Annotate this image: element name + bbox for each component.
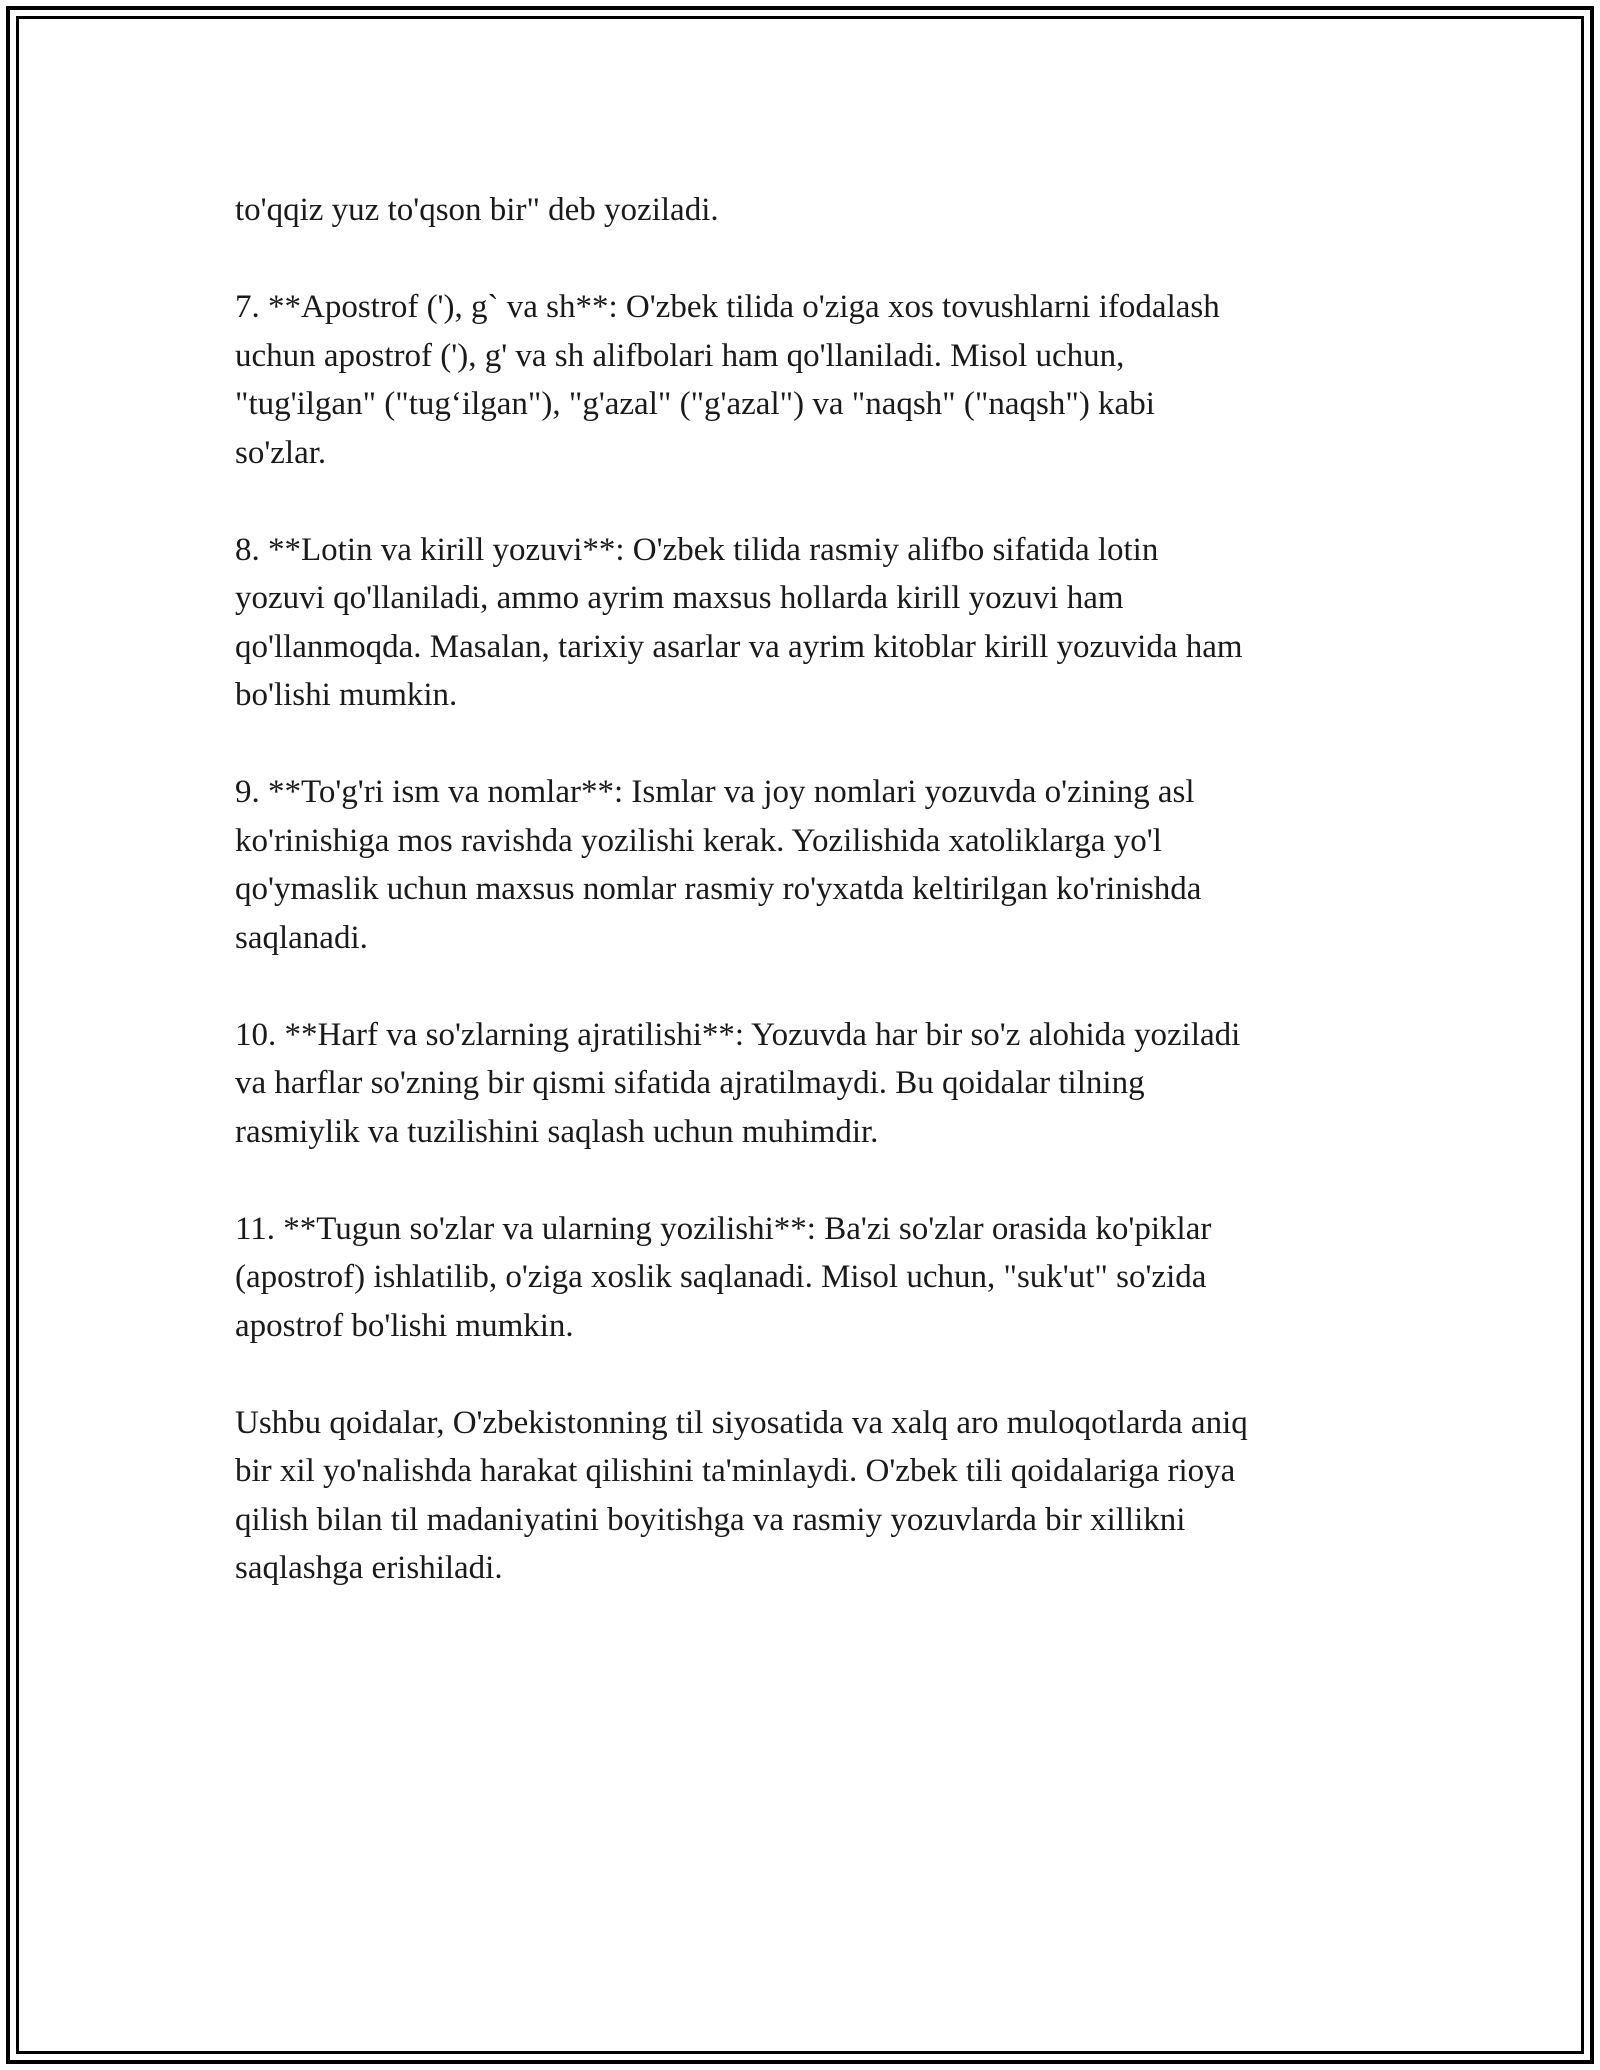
text-line: qilish bilan til madaniyatini boyitishga va rasmiy yozuvlarda bir xillikni [235, 1501, 1186, 1538]
text-line: va harflar so'zning bir qismi sifatida ajratilmaydi. Bu qoidalar tilning [235, 1065, 1145, 1101]
text-line: so'zlar. [235, 434, 327, 471]
text-line: qo'ymaslik uchun maxsus nomlar rasmiy ro'yxatda keltirilgan ko'rinishda [235, 871, 1202, 907]
text-line: ko'rinishiga mos ravishda yozilishi kerak. Yozilishida xatoliklarga yo'l [235, 822, 1162, 859]
text-line: 11. **Tugun so'zlar va ularning yozilishi**: Ba'zi so'zlar orasida ko'piklar [235, 1210, 1212, 1247]
text-line: yozuvi qo'llaniladi, ammo ayrim maxsus hollarda kirill yozuvi ham [235, 580, 1124, 616]
text-line: (apostrof) ishlatilib, o'ziga xoslik saqlanadi. Misol uchun, "suk'ut" so'zida [235, 1259, 1207, 1295]
text-line: Ushbu qoidalar, O'zbekistonning til siyosatida va xalq aro muloqotlarda aniq [235, 1404, 1248, 1441]
text-line: 9. **To'g'ri ism va nomlar**: Ismlar va joy nomlari yozuvda o'zining asl [235, 774, 1195, 810]
paragraph-item-11 [235, 1205, 1375, 1351]
text-line: saqlanadi. [235, 919, 368, 956]
document-body [235, 186, 1375, 1641]
text-line: "tug'ilgan" ("tug‘ilgan"), "g'azal" ("g'azal") va "naqsh" ("naqsh") kabi [235, 386, 1155, 422]
paragraph-item-8 [235, 526, 1375, 720]
text-line: bo'lishi mumkin. [235, 677, 458, 713]
paragraph-item-9 [235, 768, 1375, 962]
text-line: bir xil yo'nalishda harakat qilishini ta'minlaydi. O'zbek tili qoidalariga rioya [235, 1453, 1236, 1489]
paragraph-continuation [235, 186, 1375, 235]
text-line: 10. **Harf va so'zlarning ajratilishi**: Yozuvda har bir so'z alohida yoziladi [235, 1016, 1241, 1053]
text-line: qo'llanmoqda. Masalan, tarixiy asarlar va ayrim kitoblar kirill yozuvida ham [235, 628, 1243, 665]
text-line: rasmiylik va tuzilishini saqlash uchun muhimdir. [235, 1113, 879, 1150]
text-line: to'qqiz yuz to'qson bir" deb yoziladi. [235, 192, 719, 228]
text-line: uchun apostrof ('), g' va sh alifbolari ham qo'llaniladi. Misol uchun, [235, 337, 1125, 374]
paragraph-conclusion [235, 1399, 1375, 1593]
text-line: 8. **Lotin va kirill yozuvi**: O'zbek tilida rasmiy alifbo sifatida lotin [235, 531, 1159, 568]
text-line: 7. **Apostrof ('), g` va sh**: O'zbek tilida o'ziga xos tovushlarni ifodalash [235, 289, 1220, 325]
text-line: apostrof bo'lishi mumkin. [235, 1307, 574, 1344]
paragraph-item-7 [235, 283, 1375, 477]
paragraph-item-10 [235, 1011, 1375, 1157]
text-line: saqlashga erishiladi. [235, 1550, 503, 1586]
